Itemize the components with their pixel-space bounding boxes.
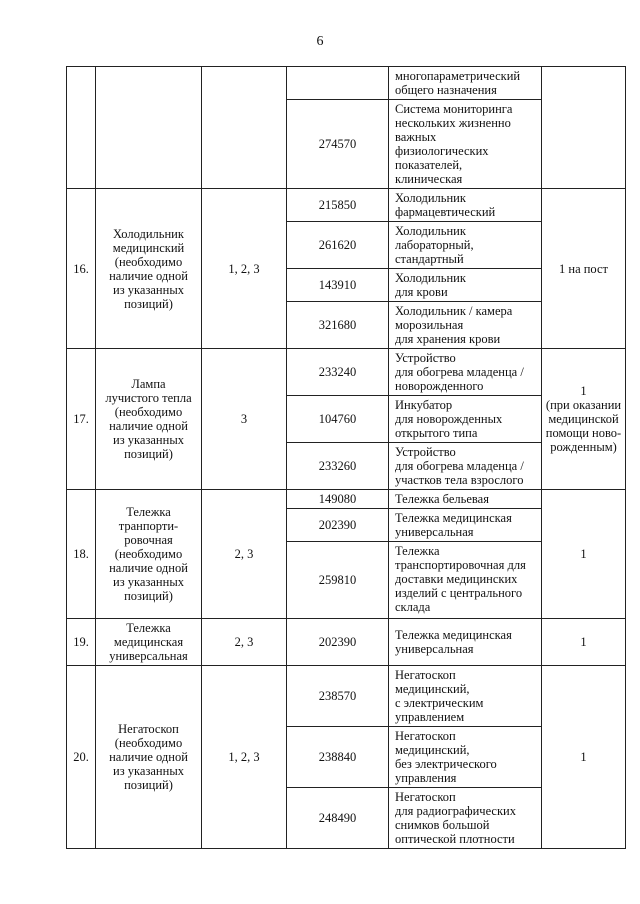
table-row <box>67 349 626 396</box>
table-row <box>67 67 626 100</box>
description-cell: Негатоскоп медицинский, с электрическим управлением <box>389 666 542 727</box>
row-number: 18. <box>67 490 96 619</box>
code-cell: 248490 <box>287 788 389 849</box>
quantity-cell: 1 <box>542 490 626 619</box>
table-row <box>67 619 626 666</box>
positions-cell: 2, 3 <box>202 619 287 666</box>
positions-cell: 1, 2, 3 <box>202 189 287 349</box>
description-cell: Тележка бельевая <box>389 490 542 509</box>
row-number: 17. <box>67 349 96 490</box>
quantity-cell <box>542 67 626 189</box>
table-row <box>67 666 626 727</box>
positions-cell: 2, 3 <box>202 490 287 619</box>
code-cell: 233240 <box>287 349 389 396</box>
description-cell: Негатоскоп медицинский, без электрического управления <box>389 727 542 788</box>
description-cell: Устройство для обогрева младенца / участков тела взрослого <box>389 443 542 490</box>
equipment-name: Лампа лучистого тепла (необходимо наличие одной из указанных позиций) <box>96 349 202 490</box>
code-cell: 261620 <box>287 222 389 269</box>
description-cell: Инкубатор для новорожденных открытого типа <box>389 396 542 443</box>
description-cell: Система мониторинга нескольких жизненно важных физиологических показателей, клиническая <box>389 100 542 189</box>
code-cell: 104760 <box>287 396 389 443</box>
code-cell: 274570 <box>287 100 389 189</box>
table-row <box>67 490 626 509</box>
page-number: 6 <box>316 34 324 49</box>
quantity-cell: 1 <box>542 666 626 849</box>
code-cell: 143910 <box>287 269 389 302</box>
description-cell: Холодильник лабораторный, стандартный <box>389 222 542 269</box>
equipment-name: Негатоскоп (необходимо наличие одной из указанных позиций) <box>96 666 202 849</box>
code-cell: 215850 <box>287 189 389 222</box>
description-cell: Тележка медицинская универсальная <box>389 509 542 542</box>
code-cell: 202390 <box>287 509 389 542</box>
description-cell: Негатоскоп для радиографических снимков большой оптической плотности <box>389 788 542 849</box>
row-number: 19. <box>67 619 96 666</box>
positions-cell: 3 <box>202 349 287 490</box>
quantity-cell: 1 <box>542 619 626 666</box>
description-cell: Тележка медицинская универсальная <box>389 619 542 666</box>
code-cell: 238840 <box>287 727 389 788</box>
equipment-name: Тележка транпорти- ровочная (необходимо наличие одной из указанных позиций) <box>96 490 202 619</box>
description-cell: Холодильник для крови <box>389 269 542 302</box>
number-cell <box>67 67 96 189</box>
code-cell: 202390 <box>287 619 389 666</box>
code-cell: 238570 <box>287 666 389 727</box>
quantity-cell: 1 (при оказании медицинской помощи ново- рожденным) <box>542 349 626 490</box>
quantity-cell: 1 на пост <box>542 189 626 349</box>
name-cell <box>96 67 202 189</box>
description-cell: многопараметрический общего назначения <box>389 67 542 100</box>
positions-cell <box>202 67 287 189</box>
positions-cell: 1, 2, 3 <box>202 666 287 849</box>
equipment-name: Тележка медицинская универсальная <box>96 619 202 666</box>
code-cell <box>287 67 389 100</box>
description-cell: Тележка транспортировочная для доставки медицинских изделий с центрального склада <box>389 542 542 619</box>
equipment-name: Холодильник медицинский (необходимо наличие одной из указанных позиций) <box>96 189 202 349</box>
description-cell: Холодильник / камера морозильная для хранения крови <box>389 302 542 349</box>
code-cell: 233260 <box>287 443 389 490</box>
row-number: 16. <box>67 189 96 349</box>
equipment-table <box>66 66 626 849</box>
code-cell: 149080 <box>287 490 389 509</box>
table-row <box>67 189 626 222</box>
description-cell: Устройство для обогрева младенца / новорожденного <box>389 349 542 396</box>
description-cell: Холодильник фармацевтический <box>389 189 542 222</box>
row-number: 20. <box>67 666 96 849</box>
code-cell: 321680 <box>287 302 389 349</box>
code-cell: 259810 <box>287 542 389 619</box>
